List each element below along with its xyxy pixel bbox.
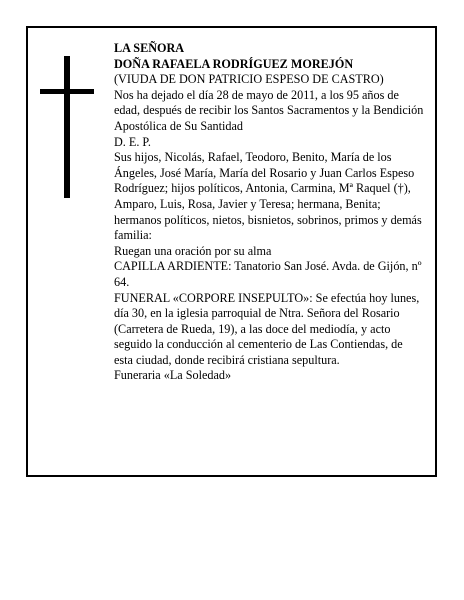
deceased-name: DOÑA RAFAELA RODRÍGUEZ MOREJÓN: [114, 56, 354, 71]
funeral-home: Funeraria «La Soledad»: [114, 368, 232, 383]
rip-line: D. E. P.: [114, 134, 151, 149]
widow-of: (VIUDA DE DON PATRICIO ESPESO DE CASTRO): [114, 72, 384, 87]
chapel-info: CAPILLA ARDIENTE: Tanatorio San José. Avda. de Gijón, nº 64.: [114, 259, 422, 289]
notice-text: [114, 41, 424, 384]
cross-icon: [40, 56, 94, 198]
cross-vertical-bar: [64, 56, 70, 198]
prayer-request: Ruegan una oración por su alma: [114, 243, 272, 258]
funeral-info: FUNERAL «CORPORE INSEPULTO»: Se efectúa hoy lunes, día 30, en la iglesia parroquial de Ntra. Señora del Rosario (Carretera de Rueda, 19), a las doce del mediodía, y acto seguido la conducción al cementerio de Las Contiendas, de esta ciudad, donde recibirá cristiana sepultura.: [114, 290, 420, 367]
family-list: Sus hijos, Nicolás, Rafael, Teodoro, Benito, María de los Ángeles, José María, María del Rosario y Juan Carlos Espeso Rodríguez; hijos políticos, Antonia, Carmina, Mª Raquel (†), Amparo, Luis, Rosa, Javier y Teresa; hermana, Benita; hermanos políticos, nietos, bisnietos, sobrinos, primos y demás familia:: [114, 150, 422, 243]
death-statement: Nos ha dejado el día 28 de mayo de 2011, a los 95 años de edad, después de recibir los Santos Sacramentos y la Bendición Apostólica de Su Santidad: [114, 87, 424, 133]
notice-heading: LA SEÑORA: [114, 41, 185, 55]
obituary-notice: [26, 26, 437, 477]
cross-horizontal-bar: [40, 89, 94, 94]
